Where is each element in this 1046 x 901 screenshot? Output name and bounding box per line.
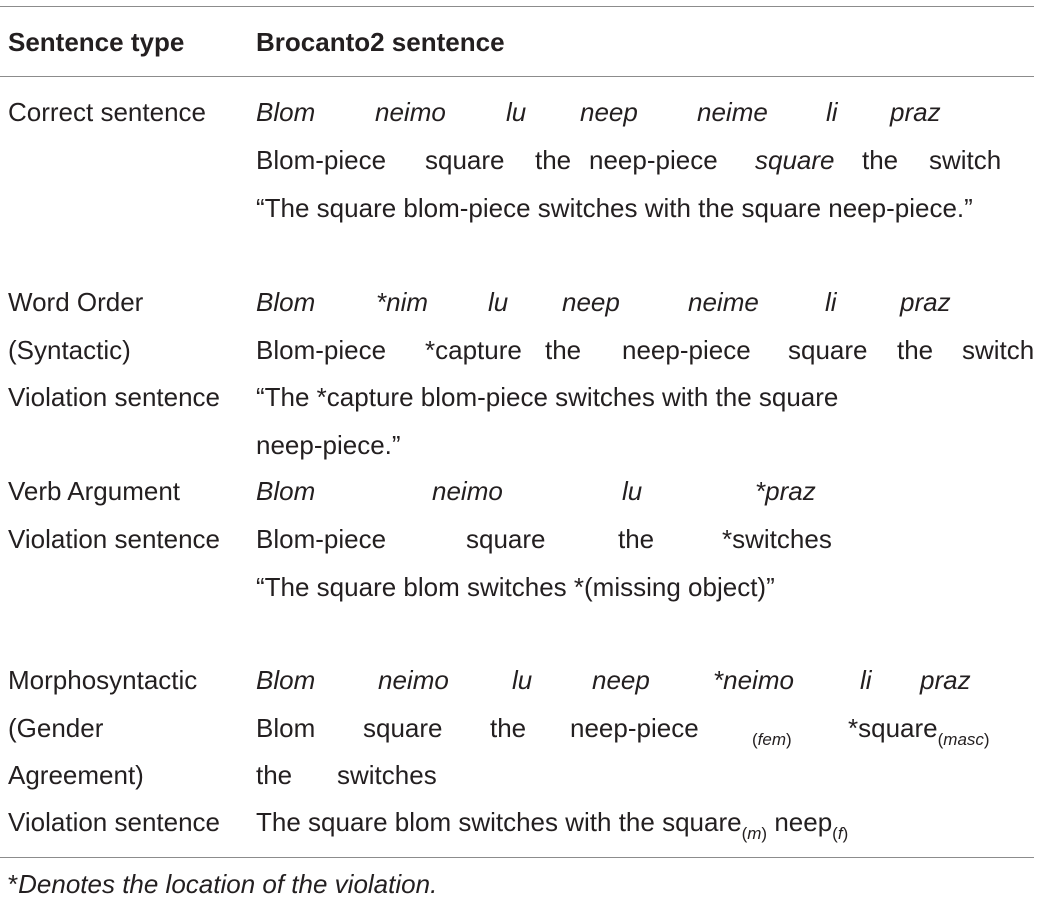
header-rule xyxy=(0,76,1034,77)
sentence-type-label: Morphosyntactic xyxy=(8,665,198,695)
brocanto-word: *neimo xyxy=(713,665,794,695)
gloss-word: square xyxy=(425,145,505,175)
gloss-word: square xyxy=(788,335,868,365)
header-brocanto2-sentence: Brocanto2 sentence xyxy=(256,27,505,57)
translation-line: The square blom switches with the square$_{(m)}$ neep$_{(f)}$ xyxy=(256,807,849,843)
gloss-word: Blom-piece xyxy=(256,335,387,365)
sentence-type-label: Correct sentence xyxy=(8,97,206,127)
brocanto-word: *praz xyxy=(755,476,816,506)
gloss-word: the xyxy=(897,335,934,365)
brocanto-word: praz xyxy=(890,97,941,127)
gloss-word: the xyxy=(618,524,655,554)
brocanto-word: praz xyxy=(900,287,951,317)
brocanto-word: li xyxy=(860,665,872,695)
brocanto-word: Blom xyxy=(256,476,316,506)
gloss-word: *capture xyxy=(425,335,522,365)
footnote-text: *Denotes the location of the violation. xyxy=(8,869,438,899)
brocanto-word: neime xyxy=(688,287,759,317)
brocanto-word: neimo xyxy=(375,97,446,127)
brocanto-word: Blom xyxy=(256,97,316,127)
brocanto-word: neep xyxy=(562,287,620,317)
translation-line: “The square blom switches *(missing object)” xyxy=(256,572,775,602)
brocanto-word: *nim xyxy=(376,287,429,317)
brocanto-word: neimo xyxy=(432,476,503,506)
top-rule xyxy=(0,6,1034,7)
brocanto-word: Blom xyxy=(256,665,316,695)
brocanto-word: neep xyxy=(580,97,638,127)
sentence-type-label: Word Order xyxy=(8,287,144,317)
gloss-word: the xyxy=(545,335,582,365)
sentence-type-label: (Syntactic) xyxy=(8,335,131,365)
brocanto-word: praz xyxy=(920,665,971,695)
gloss-word: neep-piece xyxy=(589,145,718,175)
brocanto-word: lu xyxy=(512,665,533,695)
translation-line: neep-piece.” xyxy=(256,430,401,460)
gloss-word: Blom xyxy=(256,713,316,743)
gloss-word: square xyxy=(363,713,443,743)
brocanto-word: Blom xyxy=(256,287,316,317)
gloss-word: Blom-piece xyxy=(256,145,387,175)
brocanto-word: lu xyxy=(622,476,643,506)
translation-line: “The square blom-piece switches with the square neep-piece.” xyxy=(256,193,973,223)
gloss-word: *square$_{(masc)}$ xyxy=(848,713,990,749)
sentence-type-label: Agreement) xyxy=(8,760,144,790)
brocanto-word: neimo xyxy=(378,665,449,695)
sentence-type-label: Violation sentence xyxy=(8,524,221,554)
sentence-type-label: Verb Argument xyxy=(8,476,180,506)
gloss-word: switch xyxy=(962,335,1035,365)
header-sentence-type: Sentence type xyxy=(8,27,185,57)
gloss-word: switch xyxy=(929,145,1002,175)
gloss-word: the xyxy=(490,713,527,743)
gloss-word: neep-piece xyxy=(570,713,699,743)
gloss-word: switches xyxy=(337,760,437,790)
gloss-word: neep-piece xyxy=(622,335,751,365)
gloss-word: square xyxy=(466,524,546,554)
brocanto-word: lu xyxy=(506,97,527,127)
brocanto-word: li xyxy=(826,97,838,127)
brocanto-word: neime xyxy=(697,97,768,127)
gloss-word: the xyxy=(256,760,293,790)
gloss-word: *switches xyxy=(722,524,832,554)
gloss-word: Blom-piece xyxy=(256,524,387,554)
translation-line: “The *capture blom-piece switches with the square xyxy=(256,382,839,412)
sentence-type-label: (Gender xyxy=(8,713,104,743)
bottom-rule xyxy=(0,857,1034,858)
sentence-type-label: Violation sentence xyxy=(8,382,221,412)
gloss-word: square xyxy=(755,145,835,175)
footnote xyxy=(8,867,437,901)
brocanto-word: li xyxy=(825,287,837,317)
gender-subscript: (fem) xyxy=(752,730,792,749)
brocanto-word: neep xyxy=(592,665,650,695)
sentence-type-label: Violation sentence xyxy=(8,807,221,837)
gloss-word: the xyxy=(535,145,572,175)
gloss-word: the xyxy=(862,145,899,175)
brocanto-word: lu xyxy=(488,287,509,317)
